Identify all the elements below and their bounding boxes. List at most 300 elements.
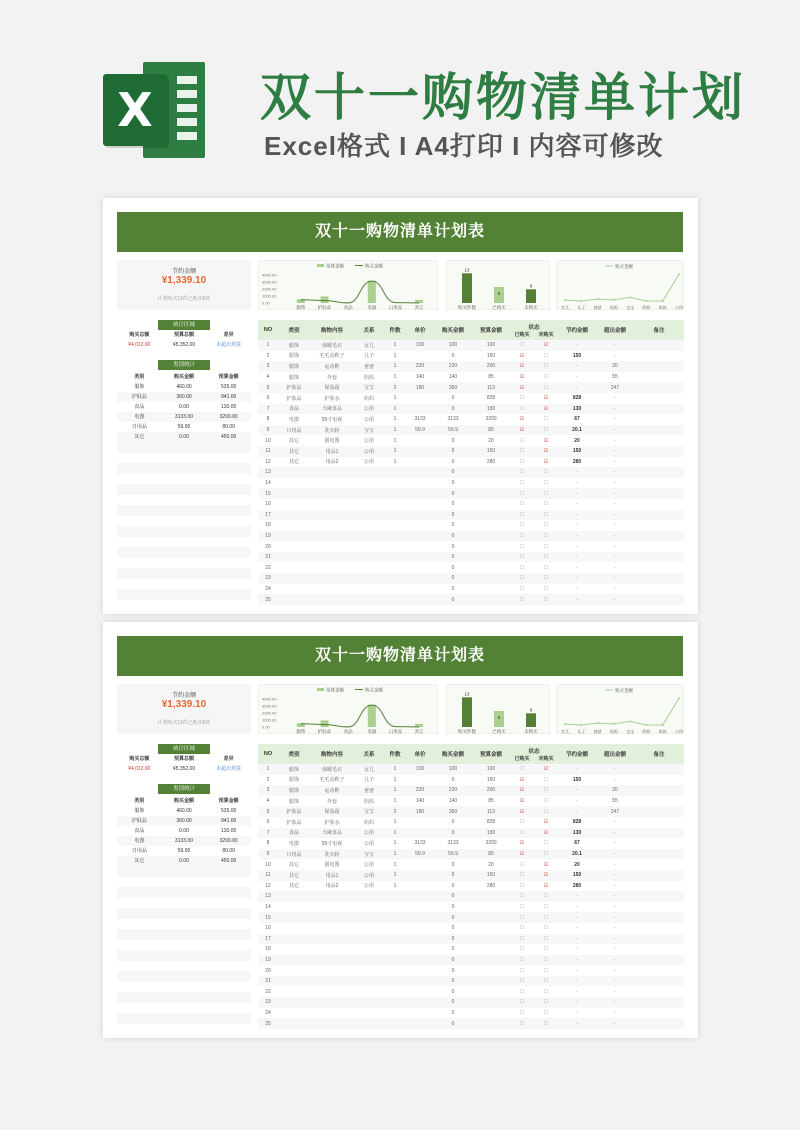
table-cell: 爸爸 — [354, 785, 384, 796]
table-cell: 0 — [451, 395, 455, 402]
x-tick-label: 护肤品 — [317, 729, 332, 734]
table-cell — [384, 891, 406, 902]
empty-checkbox[interactable]: ☐ — [543, 564, 549, 571]
checked-checkbox[interactable]: ☑ — [510, 382, 534, 393]
note-cell — [634, 1008, 684, 1019]
checked-checkbox[interactable]: ☑ — [510, 361, 534, 372]
table-cell — [384, 965, 406, 976]
count-x-label: 购买件数 — [458, 305, 476, 310]
table-cell — [406, 859, 434, 870]
table-cell: 0 — [434, 446, 472, 457]
table-cell — [384, 955, 406, 966]
table-cell: 服饰 — [288, 353, 299, 360]
relation-point — [662, 300, 664, 302]
empty-checkbox[interactable]: ☐ — [519, 501, 525, 508]
table-cell — [354, 552, 384, 563]
relation-point — [564, 299, 566, 301]
saving-cell: - — [576, 585, 578, 592]
col-saving: 节约金额 — [558, 320, 596, 340]
table-cell: - — [596, 531, 634, 542]
col-note: 备注 — [634, 320, 684, 340]
empty-checkbox[interactable]: ☐ — [519, 882, 525, 889]
table-row — [258, 361, 684, 372]
table-cell: 4 — [266, 374, 270, 381]
table-cell: 3200 — [485, 840, 497, 847]
table-cell — [354, 934, 384, 945]
checked-checkbox[interactable]: ☑ — [543, 819, 549, 826]
empty-checkbox[interactable]: ☐ — [510, 955, 534, 966]
count-data-label: 13 — [464, 691, 470, 697]
table-cell — [310, 584, 354, 595]
note-cell — [634, 764, 684, 775]
saving-cell: 828 — [572, 819, 582, 826]
x-tick-label: 电器 — [367, 305, 377, 310]
table-cell: - — [614, 967, 616, 974]
table-cell: - — [596, 340, 634, 351]
empty-checkbox[interactable]: ☐ — [534, 594, 558, 605]
x-tick-label: 服饰 — [296, 305, 306, 310]
category-row — [117, 392, 251, 402]
sheet-banner: 双十一购物清单计划表 — [117, 636, 683, 676]
table-cell — [406, 488, 434, 499]
y-tick-label: 1000.00 — [262, 293, 277, 299]
empty-checkbox[interactable]: ☐ — [510, 340, 534, 351]
count-data-label: 13 — [464, 267, 470, 273]
table-cell — [472, 573, 510, 584]
empty-checkbox[interactable]: ☐ — [543, 904, 549, 911]
table-cell — [384, 594, 406, 605]
table-cell — [310, 976, 354, 987]
empty-checkbox[interactable]: ☐ — [510, 764, 534, 775]
table-cell — [406, 435, 434, 446]
table-cell — [406, 541, 434, 552]
empty-checkbox[interactable]: ☐ — [534, 785, 558, 796]
table-cell: - — [614, 840, 616, 847]
table-row — [258, 435, 684, 446]
table-cell: 用品1 — [310, 870, 354, 881]
table-cell — [384, 531, 406, 542]
table-cell — [278, 520, 310, 531]
empty-checkbox[interactable]: ☐ — [510, 891, 534, 902]
table-cell: 女儿 — [354, 764, 384, 775]
empty-checkbox[interactable]: ☐ — [510, 552, 534, 563]
empty-checkbox[interactable]: ☐ — [543, 967, 549, 974]
table-cell — [472, 1018, 510, 1029]
empty-checkbox[interactable]: ☐ — [534, 849, 558, 860]
stats-value-row — [117, 340, 251, 350]
empty-checkbox[interactable]: ☐ — [543, 925, 549, 932]
saving-cell: - — [576, 967, 578, 974]
note-cell — [634, 510, 684, 521]
table-cell — [384, 934, 406, 945]
table-cell: 1 — [393, 861, 397, 868]
empty-checkbox[interactable]: ☐ — [519, 543, 525, 550]
empty-checkbox[interactable]: ☐ — [534, 806, 558, 817]
category-cell: 其它 — [134, 434, 145, 440]
note-cell — [634, 425, 684, 436]
empty-checkbox[interactable]: ☐ — [510, 912, 534, 923]
note-cell — [634, 573, 684, 584]
table-cell: 0 — [434, 870, 472, 881]
relation-x-label: 宝宝 — [626, 305, 635, 310]
table-cell: - — [614, 416, 616, 423]
count-x-label: 已购买 — [492, 729, 506, 734]
empty-checkbox[interactable]: ☐ — [534, 912, 558, 923]
stats-header: 购买总额 — [129, 756, 150, 762]
table-cell: 0 — [451, 988, 455, 995]
saving-cell: - — [558, 510, 596, 521]
table-cell — [354, 891, 384, 902]
table-cell — [384, 986, 406, 997]
empty-checkbox[interactable]: ☐ — [534, 976, 558, 987]
empty-checkbox[interactable]: ☐ — [543, 501, 549, 508]
empty-checkbox[interactable]: ☐ — [510, 531, 534, 542]
table-cell: - — [596, 849, 634, 860]
note-cell — [634, 552, 684, 563]
table-cell — [406, 531, 434, 542]
table-cell — [310, 997, 354, 1008]
checked-checkbox[interactable]: ☑ — [534, 870, 558, 881]
checked-checkbox[interactable]: ☑ — [519, 374, 525, 381]
category-cell: 食品 — [134, 404, 145, 410]
empty-checkbox[interactable]: ☐ — [519, 458, 525, 465]
checked-checkbox[interactable]: ☑ — [510, 425, 534, 436]
empty-checkbox[interactable]: ☐ — [534, 510, 558, 521]
table-cell: 55寸电视 — [321, 840, 343, 847]
note-cell — [634, 965, 684, 976]
table-row — [258, 562, 684, 573]
table-cell: 85 — [488, 374, 494, 381]
table-row — [258, 849, 684, 860]
table-cell: 4 — [266, 798, 270, 805]
table-cell — [472, 912, 510, 923]
empty-checkbox[interactable]: ☐ — [510, 870, 534, 881]
checked-checkbox[interactable]: ☑ — [543, 395, 549, 402]
table-cell: - — [614, 437, 616, 444]
relation-x-label: 爸爸 — [593, 729, 602, 734]
table-cell: 保暖毛衣 — [310, 764, 354, 775]
table-cell: 圆电器 — [324, 862, 340, 869]
table-cell: - — [596, 488, 634, 499]
table-cell: 0 — [451, 501, 455, 508]
saving-cell: - — [576, 564, 578, 571]
table-cell — [278, 573, 310, 584]
empty-checkbox[interactable]: ☐ — [534, 573, 558, 584]
empty-checkbox[interactable]: ☐ — [510, 404, 534, 415]
empty-checkbox[interactable]: ☐ — [534, 1018, 558, 1029]
table-cell: - — [614, 480, 616, 487]
empty-checkbox[interactable]: ☐ — [519, 585, 525, 592]
note-cell — [634, 785, 684, 796]
saving-value: ¥1,339.10 — [161, 275, 207, 286]
table-cell: 0 — [434, 891, 472, 902]
category-cell: 460.00 — [176, 808, 192, 814]
budget-bar — [368, 705, 376, 727]
empty-checkbox[interactable]: ☐ — [510, 510, 534, 521]
table-cell: 1 — [384, 849, 406, 860]
empty-checkbox[interactable]: ☐ — [519, 522, 525, 529]
table-cell: - — [596, 997, 634, 1008]
checked-checkbox[interactable]: ☑ — [519, 416, 525, 423]
table-cell: 女儿 — [354, 340, 384, 351]
checked-checkbox[interactable]: ☑ — [534, 404, 558, 415]
empty-checkbox[interactable]: ☐ — [534, 425, 558, 436]
empty-checkbox[interactable]: ☐ — [534, 997, 558, 1008]
note-cell — [634, 435, 684, 446]
relation-x-label: 公用 — [675, 729, 683, 734]
empty-checkbox[interactable]: ☐ — [543, 798, 549, 805]
table-cell — [406, 404, 434, 415]
empty-checkbox[interactable]: ☐ — [534, 382, 558, 393]
table-cell — [354, 986, 384, 997]
relation-x-label: 妈妈 — [609, 305, 618, 310]
category-cell: 535.00 — [221, 384, 237, 390]
checked-checkbox[interactable]: ☑ — [510, 785, 534, 796]
table-cell: 130 — [472, 828, 510, 839]
checked-checkbox[interactable]: ☑ — [534, 340, 558, 351]
empty-checkbox[interactable]: ☐ — [543, 946, 549, 953]
empty-checkbox[interactable]: ☐ — [510, 467, 534, 478]
table-cell — [406, 817, 434, 828]
table-cell: 0 — [434, 934, 472, 945]
saving-cell: - — [558, 361, 596, 372]
empty-checkbox[interactable]: ☐ — [543, 522, 549, 529]
table-row — [258, 828, 684, 839]
stats-area-pill: 统计区域 — [158, 320, 210, 330]
empty-checkbox[interactable]: ☐ — [519, 819, 525, 826]
col-category: 类别 — [278, 320, 310, 340]
empty-checkbox[interactable]: ☐ — [519, 861, 525, 868]
table-cell: 10 — [265, 861, 271, 868]
table-cell: 15 — [258, 488, 278, 499]
empty-checkbox[interactable]: ☐ — [519, 480, 525, 487]
relation-point — [564, 723, 566, 725]
table-cell: 140 — [448, 374, 458, 381]
table-row — [258, 404, 684, 415]
col-relation: 关系 — [354, 320, 384, 340]
table-cell — [278, 891, 310, 902]
table-cell: 59.9 — [434, 425, 472, 436]
relation-point — [645, 300, 647, 302]
table-cell: 服饰 — [288, 798, 299, 805]
note-cell — [634, 775, 684, 786]
saving-label: 节约金额 — [171, 269, 196, 275]
empty-checkbox[interactable]: ☐ — [510, 1018, 534, 1029]
empty-checkbox[interactable]: ☐ — [519, 395, 525, 402]
table-row — [258, 923, 684, 934]
table-cell: 1 — [384, 785, 406, 796]
empty-checkbox[interactable]: ☐ — [510, 573, 534, 584]
empty-checkbox[interactable]: ☐ — [534, 361, 558, 372]
empty-checkbox[interactable]: ☐ — [510, 594, 534, 605]
empty-checkbox[interactable]: ☐ — [519, 988, 525, 995]
y-tick-label: 0.00 — [262, 724, 270, 730]
purchase-count-chart — [446, 684, 550, 734]
saving-cell: - — [558, 340, 596, 351]
table-cell — [310, 573, 354, 584]
table-cell — [472, 986, 510, 997]
status-not-bought: 未购买 — [538, 331, 554, 338]
table-cell: - — [614, 904, 616, 911]
table-row — [258, 520, 684, 531]
empty-checkbox[interactable]: ☐ — [519, 904, 525, 911]
checked-checkbox[interactable]: ☑ — [519, 840, 525, 847]
checked-checkbox[interactable]: ☑ — [510, 849, 534, 860]
table-cell — [384, 912, 406, 923]
checked-checkbox[interactable]: ☑ — [534, 828, 558, 839]
table-cell — [406, 976, 434, 987]
table-cell: 1 — [393, 416, 397, 423]
empty-checkbox[interactable]: ☐ — [543, 352, 549, 359]
table-cell — [472, 467, 510, 478]
empty-checkbox[interactable]: ☐ — [510, 976, 534, 987]
table-row — [258, 478, 684, 489]
table-cell: 11 — [258, 870, 278, 881]
table-cell: - — [614, 988, 616, 995]
table-row — [258, 340, 684, 351]
saving-cell: 280 — [572, 458, 582, 465]
table-cell: 15 — [258, 912, 278, 923]
empty-checkbox[interactable]: ☐ — [534, 467, 558, 478]
empty-checkbox[interactable]: ☐ — [534, 531, 558, 542]
empty-checkbox[interactable]: ☐ — [534, 934, 558, 945]
empty-checkbox[interactable]: ☐ — [534, 891, 558, 902]
checked-checkbox[interactable]: ☑ — [543, 458, 549, 465]
saving-cell: 130 — [558, 404, 596, 415]
table-cell — [354, 1008, 384, 1019]
checked-checkbox[interactable]: ☑ — [510, 806, 534, 817]
table-cell: 运动鞋 — [310, 785, 354, 796]
table-cell: 20 — [596, 785, 634, 796]
table-row — [258, 510, 684, 521]
empty-checkbox[interactable]: ☐ — [543, 840, 549, 847]
table-header-row — [258, 320, 684, 340]
empty-checkbox[interactable]: ☐ — [510, 446, 534, 457]
checked-checkbox[interactable]: ☑ — [543, 437, 549, 444]
stats-area-pill: 统计区域 — [158, 744, 210, 754]
table-row — [258, 457, 684, 468]
table-cell — [406, 1008, 434, 1019]
empty-checkbox[interactable]: ☐ — [534, 552, 558, 563]
saving-cell: - — [558, 976, 596, 987]
checked-checkbox[interactable]: ☑ — [543, 861, 549, 868]
relation-x-label: 女儿 — [561, 305, 569, 310]
empty-checkbox[interactable]: ☐ — [534, 955, 558, 966]
x-tick-label: 日用品 — [388, 305, 403, 310]
table-cell — [384, 584, 406, 595]
note-cell — [634, 806, 684, 817]
category-cell: 3133.00 — [174, 838, 194, 844]
empty-checkbox[interactable]: ☐ — [519, 437, 525, 444]
empty-checkbox[interactable]: ☐ — [519, 1009, 525, 1016]
table-cell — [310, 902, 354, 913]
empty-checkbox[interactable]: ☐ — [543, 416, 549, 423]
empty-checkbox[interactable]: ☐ — [543, 988, 549, 995]
count-bar — [526, 713, 536, 727]
table-cell: 服饰 — [278, 785, 310, 796]
table-cell — [406, 393, 434, 404]
empty-checkbox[interactable]: ☐ — [543, 585, 549, 592]
empty-checkbox[interactable]: ☐ — [510, 828, 534, 839]
table-cell — [354, 520, 384, 531]
table-cell: 2 — [266, 352, 270, 359]
table-cell — [472, 923, 510, 934]
table-cell: 130 — [472, 404, 510, 415]
table-cell — [406, 467, 434, 478]
table-cell — [406, 562, 434, 573]
table-cell: 25 — [258, 594, 278, 605]
category-cell: 3200.00 — [219, 414, 238, 420]
table-cell: 0 — [451, 967, 455, 974]
checked-checkbox[interactable]: ☑ — [534, 446, 558, 457]
checked-checkbox[interactable]: ☑ — [543, 882, 549, 889]
empty-checkbox[interactable]: ☐ — [534, 488, 558, 499]
table-cell — [384, 1008, 406, 1019]
table-cell — [354, 955, 384, 966]
note-cell — [634, 372, 684, 383]
empty-checkbox[interactable]: ☐ — [543, 480, 549, 487]
table-cell — [472, 955, 510, 966]
table-row — [258, 764, 684, 775]
table-cell: 保湿霜 — [310, 382, 354, 393]
empty-checkbox[interactable]: ☐ — [519, 925, 525, 932]
empty-checkbox[interactable]: ☐ — [543, 776, 549, 783]
table-row — [258, 817, 684, 828]
table-cell: 食品 — [278, 828, 310, 839]
checked-checkbox[interactable]: ☑ — [534, 764, 558, 775]
table-cell — [310, 944, 354, 955]
table-cell: 1 — [384, 425, 406, 436]
table-cell: 0 — [451, 904, 455, 911]
col-purchase: 购买金额 — [434, 320, 472, 340]
checked-checkbox[interactable]: ☑ — [519, 352, 525, 359]
relation-purchase-chart — [556, 260, 684, 310]
empty-checkbox[interactable]: ☐ — [543, 374, 549, 381]
relation-x-label: 妈妈 — [609, 729, 618, 734]
empty-checkbox[interactable]: ☐ — [543, 543, 549, 550]
empty-checkbox[interactable]: ☐ — [519, 967, 525, 974]
checked-checkbox[interactable]: ☑ — [519, 776, 525, 783]
empty-checkbox[interactable]: ☐ — [519, 564, 525, 571]
table-cell: - — [596, 891, 634, 902]
empty-checkbox[interactable]: ☐ — [543, 1009, 549, 1016]
checked-checkbox[interactable]: ☑ — [519, 798, 525, 805]
table-cell — [278, 934, 310, 945]
legend-budget-label: 预算金额 — [326, 687, 344, 693]
empty-checkbox[interactable]: ☐ — [510, 997, 534, 1008]
table-cell — [384, 499, 406, 510]
table-cell: - — [596, 573, 634, 584]
difference-value: 未超出预算 — [216, 766, 242, 772]
legend-line-label: 购买金额 — [615, 264, 633, 269]
category-row — [117, 402, 251, 412]
empty-checkbox[interactable]: ☐ — [510, 488, 534, 499]
table-row — [258, 881, 684, 892]
legend-budget-swatch — [317, 688, 324, 691]
table-cell — [310, 912, 354, 923]
col-no: NO — [258, 320, 278, 340]
col-purchase: 购买金额 — [434, 744, 472, 764]
table-cell — [278, 997, 310, 1008]
table-cell — [406, 944, 434, 955]
note-cell — [634, 467, 684, 478]
table-cell: 服饰 — [278, 764, 310, 775]
status-bought: 已购买 — [514, 755, 530, 762]
legend-purchase-label: 购买金额 — [365, 687, 383, 693]
empty-checkbox[interactable]: ☐ — [519, 946, 525, 953]
relation-point — [613, 723, 615, 725]
empty-checkbox[interactable]: ☐ — [510, 934, 534, 945]
